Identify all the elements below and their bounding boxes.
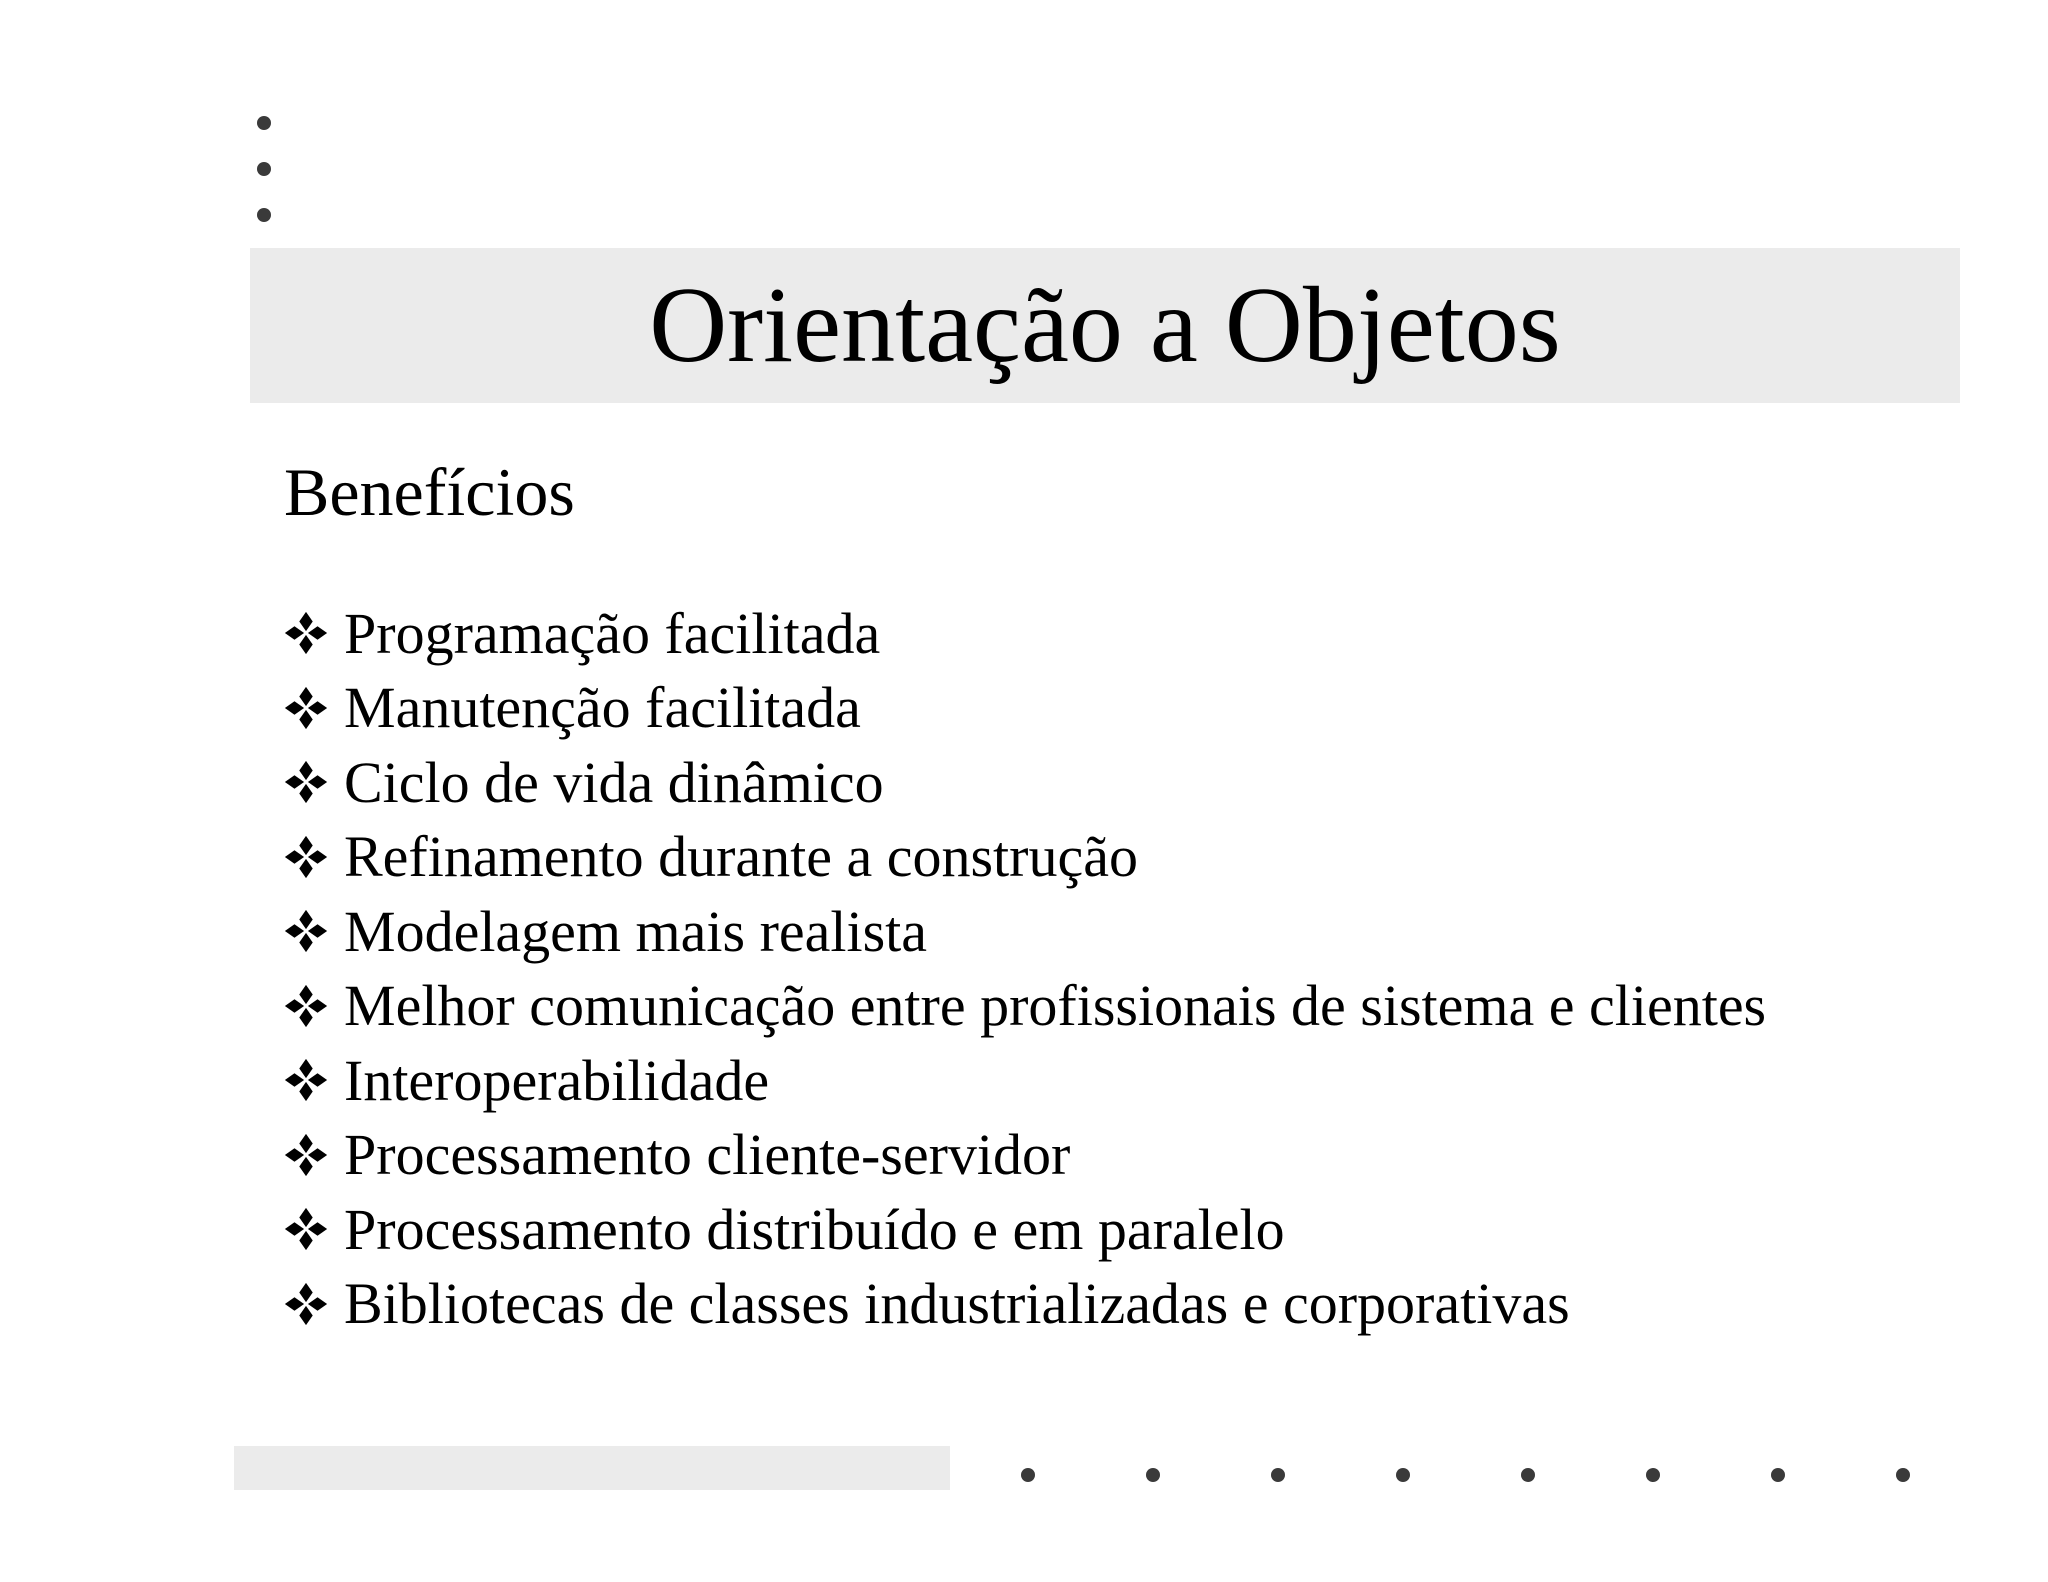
four-diamond-star-icon [282, 1056, 330, 1104]
decor-dot-horizontal [1396, 1468, 1410, 1482]
bullet-text: Modelagem mais realista [344, 898, 928, 964]
four-diamond-star-icon [282, 609, 330, 657]
list-item [282, 1267, 1766, 1342]
decor-dot-horizontal [1521, 1468, 1535, 1482]
decor-dot-horizontal [1271, 1468, 1285, 1482]
list-item [282, 1043, 1766, 1118]
slide-title: Orientação a Objetos [649, 266, 1561, 385]
decor-dot-vertical [257, 116, 271, 130]
decor-dot-horizontal [1146, 1468, 1160, 1482]
decor-dot-vertical [257, 208, 271, 222]
four-diamond-star-icon [282, 833, 330, 881]
slide-subtitle: Benefícios [284, 454, 575, 530]
decor-dot-vertical [257, 162, 271, 176]
bullet-text: Ciclo de vida dinâmico [344, 749, 884, 815]
list-item [282, 820, 1766, 895]
bullet-list [282, 596, 1766, 1341]
four-diamond-star-icon [282, 1131, 330, 1179]
decor-dot-horizontal [1896, 1468, 1910, 1482]
bullet-text: Processamento distribuído e em paralelo [344, 1196, 1285, 1262]
list-item [282, 596, 1766, 671]
four-diamond-star-icon [282, 1205, 330, 1253]
bullet-text: Manutenção facilitada [344, 675, 861, 741]
bullet-text: Bibliotecas de classes industrializadas e corporativas [344, 1271, 1570, 1337]
four-diamond-star-icon [282, 758, 330, 806]
decor-dot-horizontal [1021, 1468, 1035, 1482]
decor-dot-horizontal [1771, 1468, 1785, 1482]
list-item [282, 671, 1766, 746]
list-item [282, 745, 1766, 820]
bullet-text: Processamento cliente-servidor [344, 1122, 1071, 1188]
list-item [282, 1118, 1766, 1193]
list-item [282, 969, 1766, 1044]
decor-dot-horizontal [1646, 1468, 1660, 1482]
list-item [282, 1192, 1766, 1267]
footer-band [234, 1446, 950, 1490]
four-diamond-star-icon [282, 1280, 330, 1328]
bullet-text: Programação facilitada [344, 600, 881, 666]
bullet-text: Melhor comunicação entre profissionais de sistema e clientes [344, 973, 1767, 1039]
list-item [282, 894, 1766, 969]
bullet-text: Interoperabilidade [344, 1047, 770, 1113]
four-diamond-star-icon [282, 684, 330, 732]
four-diamond-star-icon [282, 982, 330, 1030]
four-diamond-star-icon [282, 907, 330, 955]
bullet-text: Refinamento durante a construção [344, 824, 1138, 890]
